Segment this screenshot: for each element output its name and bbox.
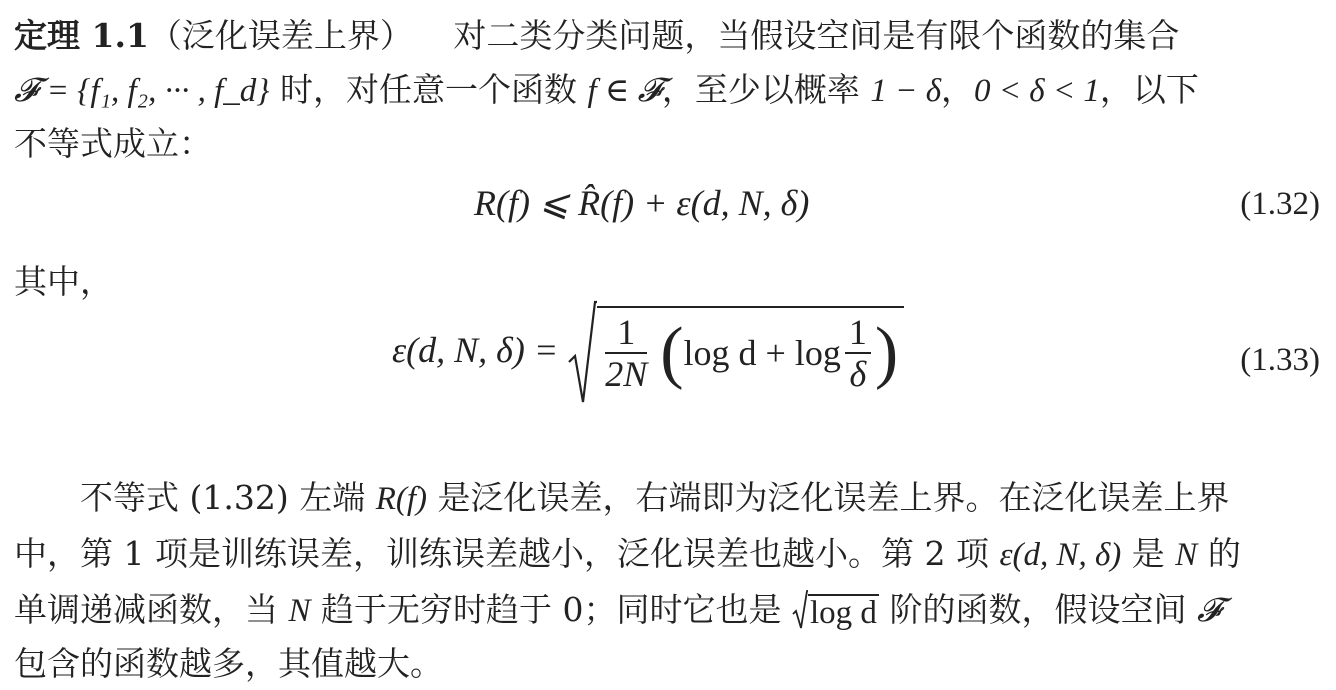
sqrt [567,306,904,394]
math-epsilon: ε(d, N, δ) [999,537,1122,573]
text: 单调递减函数，当 [14,590,278,629]
equation-1-32: R(f) ⩽ R̂(f) + ε(d, N, δ) [474,183,810,223]
equation-number: (1.33) [1240,342,1320,378]
theorem-text: 对二类分类问题，当假设空间是有限个函数的集合 [453,16,1180,55]
text: 的 [1207,534,1241,573]
math-N: N [1175,537,1198,573]
delta-range: 0 < δ < 1 [974,73,1100,109]
where-text: 其中， [14,262,113,301]
fraction: $\frac{1}{2N}$ [605,312,648,394]
theorem-label: 定理 1.1 [14,16,149,55]
text: 不等式 (1.32) 左端 [80,478,366,517]
probability: 1 − δ [870,73,942,109]
separator: ， [941,70,975,109]
theorem-line-3 [14,124,212,164]
theorem-line-1 [14,16,1179,56]
text: 中，第 1 项是训练误差，训练误差越小，泛化误差也越小。第 2 项 [14,534,989,573]
radical-sign [567,300,597,406]
eq-lhs: ε(d, N, δ) = [392,330,559,370]
text: 是泛化误差，右端即为泛化误差上界。在泛化误差上界 [437,478,1230,517]
text: 趋于无穷时趋于 0；同时它也是 [321,590,782,629]
math-R-f: R(f) [375,481,428,517]
log-terms: log d + log [683,333,841,373]
radical-sign [792,590,808,630]
f-in-F: f ∈ 𝓕 [587,73,662,109]
paragraph-line-2 [14,534,1241,575]
paragraph-line-4: 包含的函数越多，其值越大。 [14,644,443,683]
math-N: N [288,593,311,629]
paragraph-line-1 [80,478,1230,519]
theorem-text: ，以下 [1099,70,1199,109]
text: 阶的函数，假设空间 [889,590,1187,629]
theorem-text: 不等式成立： [14,124,212,163]
equation-number: (1.32) [1240,186,1320,222]
math-F: 𝓕 [1196,593,1222,629]
right-paren: ) [874,314,899,391]
paragraph-line-3 [14,590,1221,632]
equation-1-33 [392,306,904,394]
sqrt-log-d: log d [792,592,879,632]
theorem-text: 时，对任意一个函数 [279,70,577,109]
set-definition: 𝓕 = {f₁, f₂, ··· , f_d} [14,73,270,109]
theorem-title: （泛化误差上界） [148,16,413,55]
fraction-delta: $\frac{1}{\delta}$ [845,312,871,394]
theorem-line-2 [14,70,1199,111]
left-paren: ( [660,314,684,391]
text: 是 [1131,534,1165,573]
theorem-text: ，至少以概率 [661,70,860,109]
